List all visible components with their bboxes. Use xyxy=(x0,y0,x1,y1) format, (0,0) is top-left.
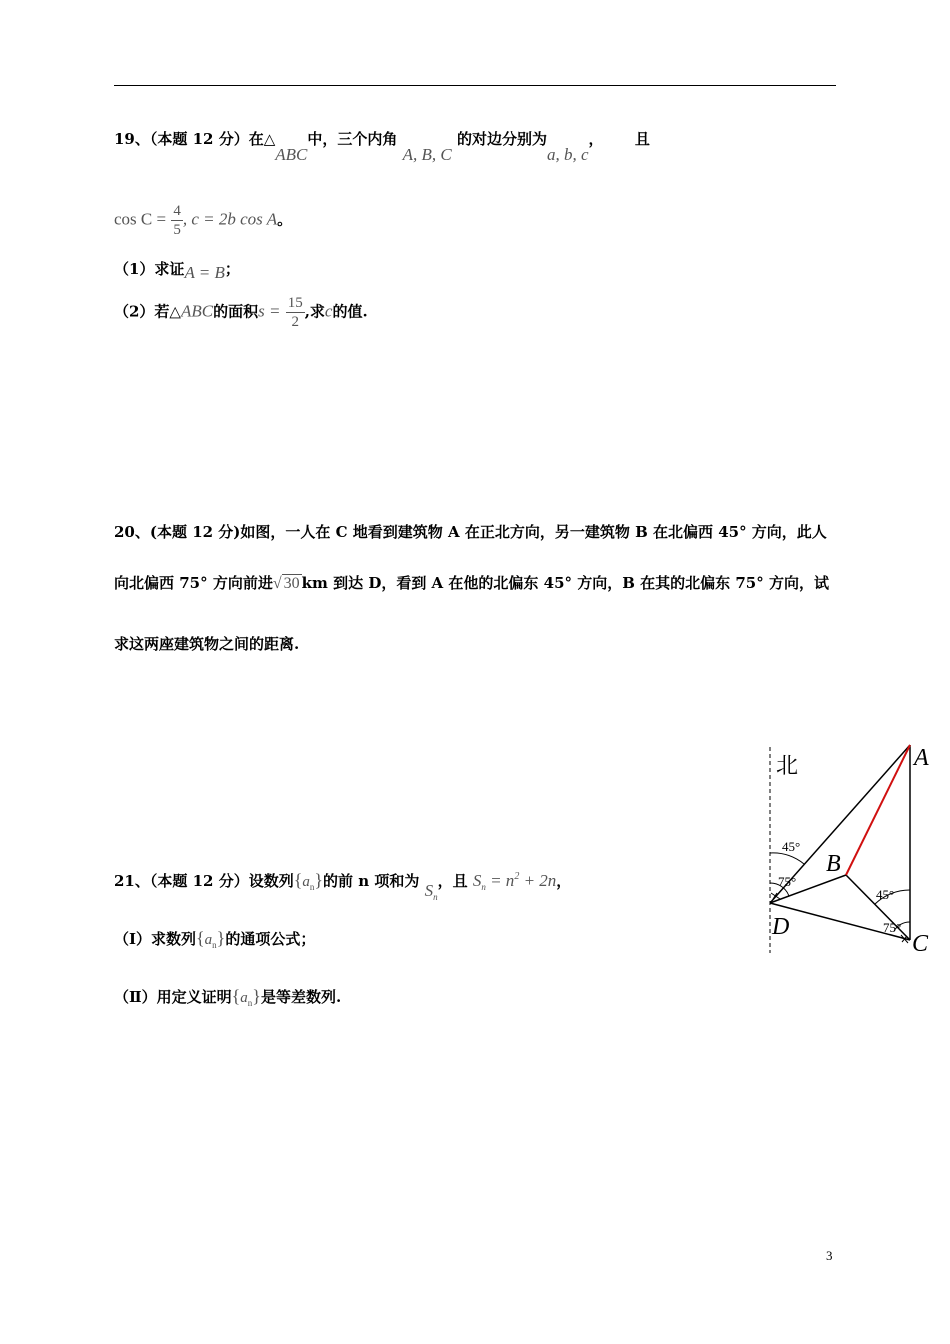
label-c: C xyxy=(912,931,929,957)
q19-part2: （2）若△ABC的面积s = $\frac{15}{2}$ ,求c的值. xyxy=(114,295,368,330)
seq-braces: $\{a_n\}$ xyxy=(293,870,323,892)
q19-area-fraction: $\frac{15}{2}$ xyxy=(287,295,303,330)
angle-c-upper: 45° xyxy=(876,887,895,902)
q19-condition: cos C = $\frac{4}{5}$ , c = 2b cos A。 xyxy=(114,203,293,238)
q21-formula: $S_n = n^2 + 2n$ xyxy=(472,871,557,892)
q19-part1: （1）求证A = B； xyxy=(114,260,240,282)
q21-line1: 21、（本题 12 分）设数列$\{a_n\}$的前 n 项和为 $S_n$，且 $S_n = n^2 + 2n$， xyxy=(114,870,572,902)
q20-line2: 向北偏西 75° 方向前进√ 30 km 到达 D，看到 A 在他的北偏东 45° 方向，B 在其的北偏东 75° 方向，试 xyxy=(114,574,829,592)
north-label: 北 xyxy=(776,753,799,778)
label-b: B xyxy=(826,851,841,877)
arc-d-45 xyxy=(770,853,804,864)
q19-cond-fraction: $\frac{4}{5}$ xyxy=(173,203,181,238)
q21-part1: （Ⅰ）求数列$\{a_n\}$的通项公式； xyxy=(114,928,316,950)
label-d: D xyxy=(772,914,790,940)
q19-sides: a, b, c xyxy=(546,145,589,164)
header-rule xyxy=(114,85,836,86)
q20-figure xyxy=(760,735,940,965)
q20-line1: 20、(本题 12 分)如图，一人在 C 地看到建筑物 A 在正北方向，另一建筑物 B 在北偏西 45° 方向，此人 xyxy=(114,523,827,541)
label-a: A xyxy=(914,745,929,771)
sqrt-symbol: √ 30 xyxy=(272,575,300,592)
line-ab xyxy=(846,745,910,875)
q19-angles: A, B, C xyxy=(402,145,452,164)
angle-d-upper: 45° xyxy=(782,839,801,854)
page-number: 3 xyxy=(826,1248,833,1263)
q19-line1: 19、（本题 12 分）在△ABC中，三个内角 A, B, C 的对边分别为a, b, c， 且 xyxy=(114,130,650,164)
q20-line3: 求这两座建筑物之间的距离. xyxy=(114,635,300,653)
angle-c-lower: 75° xyxy=(883,920,902,935)
q19-triangle: ABC xyxy=(275,145,308,164)
q21-part2: （Ⅱ）用定义证明$\{a_n\}$是等差数列. xyxy=(114,986,342,1008)
angle-d-lower: 75° xyxy=(778,874,797,889)
